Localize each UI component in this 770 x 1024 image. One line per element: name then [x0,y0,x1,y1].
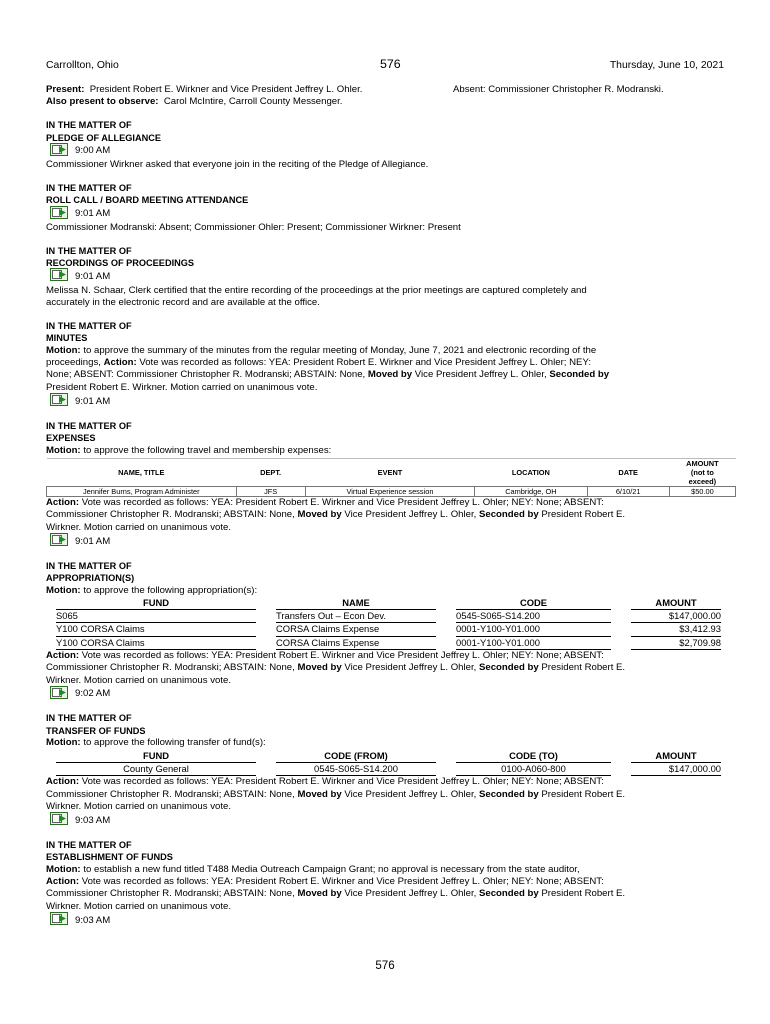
action-label: Action: [103,357,137,369]
cell-amount: $2,709.98 [631,636,721,649]
expenses-motion [46,445,726,457]
header-location: Carrollton, Ohio [46,60,119,71]
motion-label: Motion: [46,584,81,596]
cell-event: Virtual Experience session [305,487,474,497]
minutes-text: Vice President Jeffrey L. Ohler, [414,369,547,381]
action-text: Vice President Jeffrey L. Ohler, [344,888,477,900]
minutes-line-3 [46,369,726,381]
footer-page-number: 576 [375,959,395,972]
cell-name: CORSA Claims Expense [276,623,436,636]
col-event: EVENT [305,459,474,487]
seconded-label: Seconded by [478,888,539,900]
audio-clip-icon[interactable] [50,268,68,285]
present-label: Present: [46,84,85,95]
cell-amount: $50.00 [669,487,735,497]
recordings-line-1: Melissa N. Schaar, Clerk certified that the entire recording of the proceedings at the prior meetings are captured completely and [46,284,587,296]
action-text: Vote was recorded as follows: YEA: President Robert E. Wirkner and Vice President Jeffrey L. Ohler; NEY: None; ABSENT: [81,497,604,509]
minutes-line-1 [46,345,726,357]
cell-code: 0001-Y100-Y01.000 [456,636,611,649]
audio-clip-icon[interactable] [50,533,68,550]
cell-code-to: 0100-A060-800 [456,762,611,775]
action-line-1 [46,776,726,788]
action-line-1 [46,650,726,662]
seconded-label: Seconded by [478,788,539,800]
action-line-2 [46,509,726,521]
page-header [46,58,724,76]
audio-clip-icon[interactable] [50,206,68,223]
minutes-body [46,84,726,928]
section-minutes [46,320,726,409]
section-pledge [46,119,726,171]
col-code-to: CODE (TO) [456,750,611,763]
motion-text: to establish a new fund titled T488 Media Outreach Campaign Grant; no approval is necessary from the state auditor, [83,863,580,875]
section-title: ROLL CALL / BOARD MEETING ATTENDANCE [46,195,249,206]
motion-label: Motion: [46,444,81,456]
time-text: 9:01 AM [75,535,111,547]
action-text: Vote was recorded as follows: YEA: President Robert E. Wirkner and Vice President Jeffrey L. Ohler; NEY: None; ABSENT: [81,776,604,788]
table-row [56,623,721,636]
table-header-row [56,750,721,763]
action-text: President Robert E. [541,788,626,800]
section-title: ESTABLISHMENT OF FUNDS [46,852,173,863]
cell-name: Jennifer Burns, Program Administer [47,487,237,497]
action-line-3: Wirkner. Motion carried on unanimous vote. [46,900,232,912]
time-stamp [50,534,726,549]
col-amount [669,459,735,487]
cell-code-from: 0545-S065-S14.200 [276,762,436,775]
motion-label: Motion: [46,344,81,356]
col-amount-l1: AMOUNT [686,459,719,469]
section-heading: IN THE MATTER OF [46,245,132,256]
cell-amount: $147,000.00 [631,762,721,775]
recordings-line-2: accurately in the electronic record and are available at the office. [46,296,320,308]
cell-dept: JFS [236,487,305,497]
time-stamp [50,687,726,702]
time-text: 9:03 AM [75,914,111,926]
observe-text: Carol McIntire, Carroll County Messenger. [163,96,343,108]
col-name-title: NAME, TITLE [47,459,237,487]
time-stamp [50,207,726,222]
moved-label: Moved by [297,788,342,800]
action-text: Vote was recorded as follows: YEA: President Robert E. Wirkner and Vice President Jeffrey L. Ohler; NEY: [139,357,591,369]
cell-fund: Y100 CORSA Claims [56,623,256,636]
time-text: 9:01 AM [75,208,111,220]
cell-location: Cambridge, OH [475,487,587,497]
section-heading: IN THE MATTER OF [46,120,132,131]
section-title: PLEDGE OF ALLEGIANCE [46,132,162,143]
action-line-2 [46,662,726,674]
section-transfer-funds [46,712,726,828]
time-stamp [50,913,726,928]
seconded-label: Seconded by [549,369,610,381]
section-heading: IN THE MATTER OF [46,560,132,571]
motion-text: to approve the following transfer of fund(s): [83,737,266,749]
section-recordings [46,245,726,310]
transfer-motion [46,737,726,749]
section-title: TRANSFER OF FUNDS [46,725,146,736]
audio-clip-icon[interactable] [50,393,68,410]
cell-date: 6/10/21 [587,487,669,497]
section-heading: IN THE MATTER OF [46,420,132,431]
minutes-line-2 [46,357,726,369]
table-row [56,610,721,623]
header-page-number: 576 [380,57,401,71]
section-title: MINUTES [46,333,88,344]
action-line-2 [46,888,726,900]
cell-name: CORSA Claims Expense [276,636,436,649]
section-appropriations [46,560,726,702]
pledge-text: Commissioner Wirkner asked that everyone join in the reciting of the Pledge of Allegiance. [46,159,429,171]
col-date: DATE [587,459,669,487]
time-stamp [50,394,726,409]
col-code-from: CODE (FROM) [276,750,436,763]
expenses-table [46,458,736,497]
time-stamp [50,144,726,159]
time-text: 9:02 AM [75,688,111,700]
action-text: Commissioner Christopher R. Modranski; ABSTAIN: None, [46,662,295,674]
col-name: NAME [276,597,436,610]
header-date: Thursday, June 10, 2021 [609,60,724,71]
action-text: Vote was recorded as follows: YEA: President Robert E. Wirkner and Vice President Jeffrey L. Ohler; NEY: None; ABSENT: [81,876,604,888]
section-establishment-funds [46,839,726,928]
table-header-row [56,597,721,610]
transfer-table [56,750,721,776]
time-text: 9:01 AM [75,270,111,282]
appropriations-table [56,597,721,650]
attendance-observe-row [46,96,726,108]
col-amount-l2: (not to [690,468,714,478]
audio-clip-icon[interactable] [50,686,68,703]
action-line-1 [46,876,726,888]
minutes-text: None; ABSENT: Commissioner Christopher R. Modranski; ABSTAIN: None, [46,369,366,381]
time-text: 9:03 AM [75,814,111,826]
action-text: President Robert E. [541,662,626,674]
action-line-3: Wirkner. Motion carried on unanimous vote. [46,800,232,812]
action-label: Action: [46,649,80,661]
time-text: 9:01 AM [75,395,111,407]
moved-label: Moved by [297,509,342,521]
audio-clip-icon[interactable] [50,912,68,929]
action-line-3: Wirkner. Motion carried on unanimous vote. [46,521,232,533]
cell-fund: Y100 CORSA Claims [56,636,256,649]
moved-label: Moved by [367,369,413,381]
moved-label: Moved by [297,662,342,674]
table-row [56,636,721,649]
action-text: Commissioner Christopher R. Modranski; ABSTAIN: None, [46,888,295,900]
section-heading: IN THE MATTER OF [46,320,132,331]
section-title: RECORDINGS OF PROCEEDINGS [46,258,195,269]
time-stamp [50,270,726,285]
time-text: 9:00 AM [75,145,111,157]
action-line-1 [46,497,726,509]
appropriations-motion [46,585,726,597]
audio-clip-icon[interactable] [50,812,68,829]
motion-text: to approve the summary of the minutes from the regular meeting of Monday, June 7, 2021 and electronic recording of the [83,344,597,356]
col-amount: AMOUNT [631,750,721,763]
action-text: Commissioner Christopher R. Modranski; ABSTAIN: None, [46,509,295,521]
action-text: Vote was recorded as follows: YEA: President Robert E. Wirkner and Vice President Jeffrey L. Ohler; NEY: None; ABSENT: [81,649,604,661]
section-roll-call [46,182,726,234]
col-code: CODE [456,597,611,610]
roll-call-text: Commissioner Modranski: Absent; Commissioner Ohler: Present; Commissioner Wirkner: Present [46,221,461,233]
cell-amount: $147,000.00 [631,610,721,623]
cell-fund: County General [56,762,256,775]
section-heading: IN THE MATTER OF [46,839,132,850]
section-heading: IN THE MATTER OF [46,713,132,724]
col-dept: DEPT. [236,459,305,487]
observe-label: Also present to observe: [46,96,159,108]
col-amount: AMOUNT [631,597,721,610]
audio-clip-icon[interactable] [50,143,68,160]
action-text: Commissioner Christopher R. Modranski; ABSTAIN: None, [46,788,295,800]
table-row [56,762,721,775]
seconded-label: Seconded by [478,662,539,674]
action-text: Vice President Jeffrey L. Ohler, [344,662,477,674]
present-text: President Robert E. Wirkner and Vice President Jeffrey L. Ohler. [89,84,363,95]
action-label: Action: [46,776,80,788]
action-text: Vice President Jeffrey L. Ohler, [344,509,477,521]
col-fund: FUND [56,597,256,610]
minutes-text: proceedings, [46,357,101,369]
attendance-present-row [46,84,726,96]
col-amount-l3: exceed) [688,477,717,487]
action-text: President Robert E. [541,509,626,521]
seconded-label: Seconded by [478,509,539,521]
action-text: President Robert E. [541,888,626,900]
cell-fund: S065 [56,610,256,623]
moved-label: Moved by [297,888,342,900]
motion-label: Motion: [46,737,81,749]
action-text: Vice President Jeffrey L. Ohler, [344,788,477,800]
action-line-3: Wirkner. Motion carried on unanimous vote. [46,674,232,686]
section-heading: IN THE MATTER OF [46,183,132,194]
section-expenses [46,420,726,549]
cell-code: 0545-S065-S14.200 [456,610,611,623]
section-title: APPROPRIATION(S) [46,573,135,584]
motion-label: Motion: [46,863,81,875]
action-line-2 [46,789,726,801]
motion-text: to approve the following travel and membership expenses: [83,444,332,456]
table-row [47,487,736,497]
time-stamp [50,813,726,828]
section-title: EXPENSES [46,433,96,444]
col-location: LOCATION [475,459,587,487]
table-header-row [47,459,736,487]
col-fund: FUND [56,750,256,763]
minutes-line-4: President Robert E. Wirkner. Motion carried on unanimous vote. [46,381,318,393]
cell-name: Transfers Out – Econ Dev. [276,610,436,623]
absent-text: Absent: Commissioner Christopher R. Modranski. [453,84,664,95]
cell-code: 0001-Y100-Y01.000 [456,623,611,636]
cell-amount: $3,412.93 [631,623,721,636]
action-label: Action: [46,876,80,888]
establishment-motion [46,864,726,876]
motion-text: to approve the following appropriation(s): [83,584,258,596]
action-label: Action: [46,497,80,509]
